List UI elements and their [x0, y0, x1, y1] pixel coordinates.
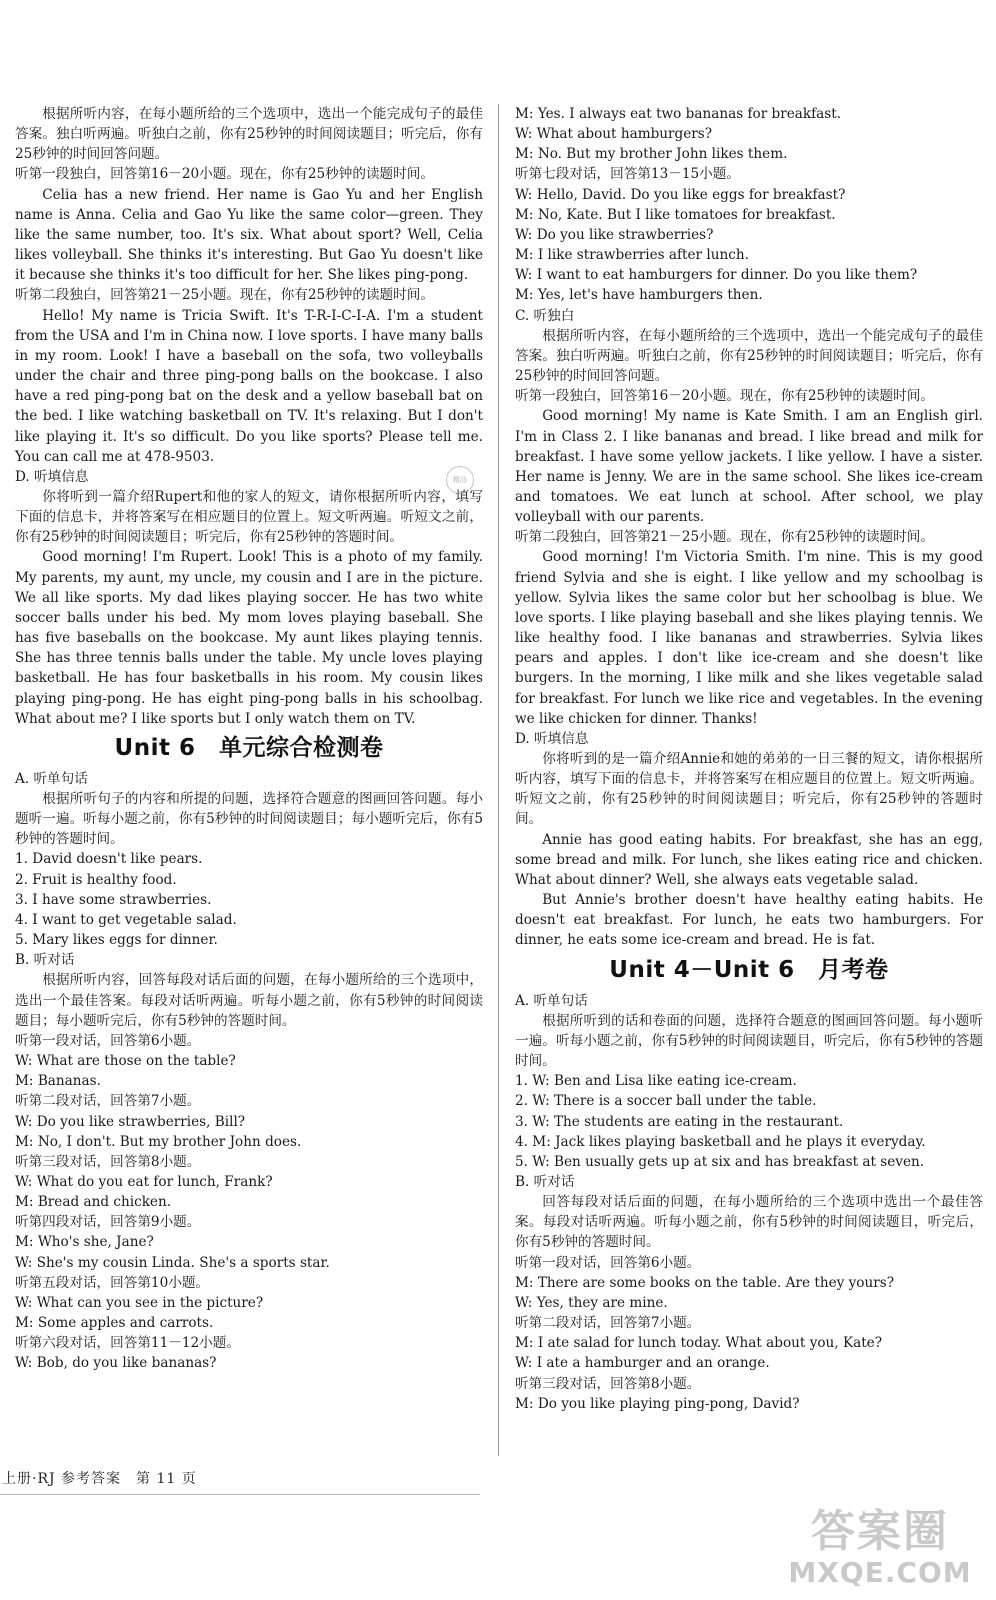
- section-label: A. 听单句话: [515, 992, 588, 1009]
- text-line: M: Bananas.: [15, 1073, 101, 1090]
- text-line: M: Yes, let's have hamburgers then.: [515, 287, 763, 304]
- paragraph: 听第一段独白，回答第16－20小题。现在，你有25秒钟的读题时间。: [15, 166, 434, 183]
- page-footer: 上册·RJ 参考答案 第 11 页: [2, 1471, 197, 1487]
- text-line: M: Who's she, Jane?: [15, 1234, 154, 1251]
- paragraph: Good morning! I'm Rupert. Look! This is a photo of my family. My parents, my aunt, my uncle, my cousin and I are in the picture. We all like sports. My dad likes playing soccer. He has two white soccer balls under his bed. My mom loves playing baseball. She has five baseballs on the bookcase. My aunt likes playing tennis. She has three tennis balls under the table. My uncle loves playing basketball. He has four basketballs in his room. My cousin likes playing ping-pong. He has eight ping-pong balls in his schoolbag. What about me? I like sports but I only watch them on TV.: [15, 549, 483, 727]
- text-line: W: What about hamburgers?: [515, 126, 713, 143]
- paragraph: 听第二段独白，回答第21－25小题。现在，你有25秒钟的读题时间。: [515, 529, 934, 546]
- paragraph: 根据所听内容，在每小题所给的三个选项中，选出一个能完成句子的最佳答案。独白听两遍。听独白之前，你有25秒钟的时间阅读题目；听完后，你有25秒钟的时间回答问题。: [515, 327, 983, 385]
- paragraph: 根据所听句子的内容和所提的问题，选择符合题意的图画回答问题。每小题听一遍。听每小题之前，你有5秒钟的时间阅读题目；每小题听完后，你有5秒钟的答题时间。: [15, 791, 483, 848]
- watermark-en: MXQE.COM: [788, 1556, 972, 1589]
- text-line: M: Yes. I always eat two bananas for breakfast.: [515, 106, 842, 122]
- paragraph: 根据所听到的话和卷面的问题，选择符合题意的图画回答问题。每小题听一遍。听每小题之前，你有5秒钟的时间阅读题目，听完后，你有5秒钟的答题时间。: [515, 1012, 983, 1070]
- text-line: M: I like strawberries after lunch.: [515, 247, 749, 264]
- text-line: W: She's my cousin Linda. She's a sports star.: [15, 1254, 330, 1271]
- left-column: [15, 104, 483, 1374]
- paragraph: 听第一段独白，回答第16－20小题。现在，你有25秒钟的读题时间。: [515, 388, 934, 405]
- paragraph: Good morning! My name is Kate Smith. I am an English girl. I'm in Class 2. I like bananas and bread. I like bread and milk for breakfast. I have some yellow jackets. I like yellow. I have a sister. Her name is Jenny. We are in the same school. She likes ice-cream and tomatoes. We eat lunch at school. After school, we play volleyball with our parents.: [515, 408, 983, 526]
- text-line: 听第七段对话，回答第13－15小题。: [515, 166, 740, 183]
- paragraph: 听第二段独白，回答第21－25小题。现在，你有25秒钟的读题时间。: [15, 287, 434, 304]
- text-line: 听第一段对话，回答第6小题。: [15, 1032, 201, 1049]
- watermark-cn: 答案圈: [811, 1506, 949, 1557]
- section-heading: Unit 6 单元综合检测卷: [114, 734, 384, 761]
- paragraph: Celia has a new friend. Her name is Gao Yu and her English name is Anna. Celia and Gao Yu like the same color—green. They like the same number, too. It's six. What about sport? Well, Celia likes volleyball. She thinks it's interesting. But Gao Yu doesn't like it because she thinks it's too difficult for her. She likes ping-pong.: [15, 186, 483, 284]
- text-line: M: No, I don't. But my brother John does.: [15, 1133, 302, 1150]
- paragraph: 根据所听内容，在每小题所给的三个选项中，选出一个能完成句子的最佳答案。独白听两遍。听独白之前，你有25秒钟的时间阅读题目；听完后，你有25秒钟的时间回答问题。: [15, 106, 483, 163]
- text-line: W: Bob, do you like bananas?: [15, 1355, 217, 1372]
- text-line: 1. W: Ben and Lisa like eating ice-cream.: [515, 1073, 797, 1090]
- text-line: 4. M: Jack likes playing basketball and he plays it everyday.: [515, 1133, 926, 1150]
- paragraph: 回答每段对话后面的问题，在每小题所给的三个选项中选出一个最佳答案。每段对话听两遍。听每小题之前，你有5秒钟的时间阅读题目，听完后，你有5秒钟的答题时间。: [515, 1194, 983, 1251]
- text-line: 1. David doesn't like pears.: [15, 851, 203, 868]
- text-line: W: I want to eat hamburgers for dinner. Do you like them?: [515, 267, 918, 284]
- paragraph: Good morning! I'm Victoria Smith. I'm nine. This is my good friend Sylvia and she is eight. I like yellow and my schoolbag is yellow. Sylvia likes the same color but her schoolbag is blue. We love sports. I like playing baseball and she likes playing tennis. We like healthy food. I like bananas and strawberries. Sylvia likes pears and apples. I don't like ice-cream and she doesn't like burgers. In the morning, I like milk and she likes vegetable salad for breakfast. For lunch we like rice and vegetables. In the evening we like chicken for dinner. Thanks!: [515, 549, 983, 727]
- text-line: M: No. But my brother John likes them.: [515, 146, 788, 163]
- text-line: W: Do you like strawberries?: [515, 226, 714, 243]
- footer-rule: [0, 1494, 480, 1495]
- right-column: [515, 104, 983, 1414]
- text-line: 3. I have some strawberries.: [15, 891, 212, 908]
- paragraph: Annie has good eating habits. For breakfast, she has an egg, some bread and milk. For lunch, she likes eating rice and chicken. What about dinner? Well, she always eats vegetable salad.: [515, 831, 983, 888]
- paragraph: But Annie's brother doesn't have healthy eating habits. He doesn't eat breakfast. For lunch, he eats two hamburgers. For dinner, he eats some ice-cream and bread. He is fat.: [515, 892, 983, 949]
- text-line: 听第六段对话，回答第11－12小题。: [15, 1335, 240, 1352]
- section-label: D. 听填信息: [15, 468, 89, 485]
- text-line: 4. I want to get vegetable salad.: [15, 911, 237, 928]
- text-line: 5. W: Ben usually gets up at six and has breakfast at seven.: [515, 1153, 925, 1170]
- text-line: M: There are some books on the table. Are they yours?: [515, 1274, 895, 1291]
- text-line: M: I ate salad for lunch today. What about you, Kate?: [515, 1335, 883, 1352]
- text-line: 3. W: The students are eating in the restaurant.: [515, 1113, 844, 1130]
- column-divider: [498, 104, 499, 1456]
- section-label: B. 听对话: [15, 952, 75, 969]
- text-line: W: Hello, David. Do you like eggs for breakfast?: [515, 186, 846, 203]
- text-line: W: I ate a hamburger and an orange.: [515, 1355, 770, 1372]
- text-line: M: Bread and chicken.: [15, 1194, 172, 1211]
- text-line: M: No, Kate. But I like tomatoes for breakfast.: [515, 206, 836, 223]
- text-line: M: Some apples and carrots.: [15, 1315, 214, 1332]
- text-line: 2. Fruit is healthy food.: [15, 871, 177, 888]
- text-line: 听第五段对话，回答第10小题。: [15, 1274, 210, 1291]
- paragraph: Hello! My name is Tricia Swift. It's T-R-I-C-I-A. I'm a student from the USA and I'm in China now. I love sports. I have many balls in my room. Look! I have a baseball on the sofa, two volleyballs under the chair and three ping-pong balls on the bookcase. I also have a red ping-pong bat on the desk and a yellow baseball bat on the bed. I like watching basketball on TV. It's relaxing. But I don't like playing it. It's so difficult. Do you like sports? Please tell me. You can call me at 478-9503.: [15, 307, 483, 465]
- text-line: 听第二段对话，回答第7小题。: [515, 1315, 701, 1332]
- text-line: 2. W: There is a soccer ball under the table.: [515, 1093, 817, 1110]
- text-line: W: Do you like strawberries, Bill?: [15, 1113, 246, 1130]
- text-line: 听第三段对话，回答第8小题。: [515, 1375, 701, 1392]
- text-line: 5. Mary likes eggs for dinner.: [15, 932, 218, 949]
- text-line: W: What are those on the table?: [15, 1053, 236, 1070]
- page-stamp: 精品: [446, 466, 474, 494]
- text-line: M: Do you like playing ping-pong, David?: [515, 1395, 800, 1412]
- text-line: 听第四段对话，回答第9小题。: [15, 1214, 201, 1231]
- text-line: 听第二段对话，回答第7小题。: [15, 1093, 201, 1110]
- section-label: D. 听填信息: [515, 730, 589, 747]
- section-heading: Unit 4－Unit 6 月考卷: [609, 956, 889, 983]
- text-line: W: Yes, they are mine.: [515, 1294, 668, 1311]
- paragraph: 你将听到一篇介绍Rupert和他的家人的短文，请你根据所听内容，填写下面的信息卡，并将答案写在相应题目的位置上。短文听两遍。听短文之前，你有25秒钟的时间阅读题目；听完后，你有25秒钟的答题时间。: [15, 488, 483, 546]
- section-label: A. 听单句话: [15, 770, 88, 787]
- text-line: W: What do you eat for lunch, Frank?: [15, 1173, 273, 1190]
- section-label: C. 听独白: [515, 307, 575, 324]
- text-line: 听第三段对话，回答第8小题。: [15, 1153, 201, 1170]
- paragraph: 根据所听内容，回答每段对话后面的问题，在每小题所给的三个选项中，选出一个最佳答案。每段对话听两遍。听每小题之前，你有5秒钟的时间阅读题目；每小题听完后，你有5秒钟的答题时间。: [15, 972, 483, 1029]
- text-line: 听第一段对话，回答第6小题。: [515, 1254, 701, 1271]
- section-label: B. 听对话: [515, 1173, 575, 1190]
- text-line: W: What can you see in the picture?: [15, 1294, 264, 1311]
- paragraph: 你将听到的是一篇介绍Annie和她的弟弟的一日三餐的短文，请你根据所听内容，填写下面的信息卡，并将答案写在相应题目的位置上。短文听两遍。听短文之前，你有25秒钟的时间阅读题目；听完后，你有25秒钟的答题时间。: [515, 751, 983, 828]
- site-watermark: [780, 1506, 980, 1592]
